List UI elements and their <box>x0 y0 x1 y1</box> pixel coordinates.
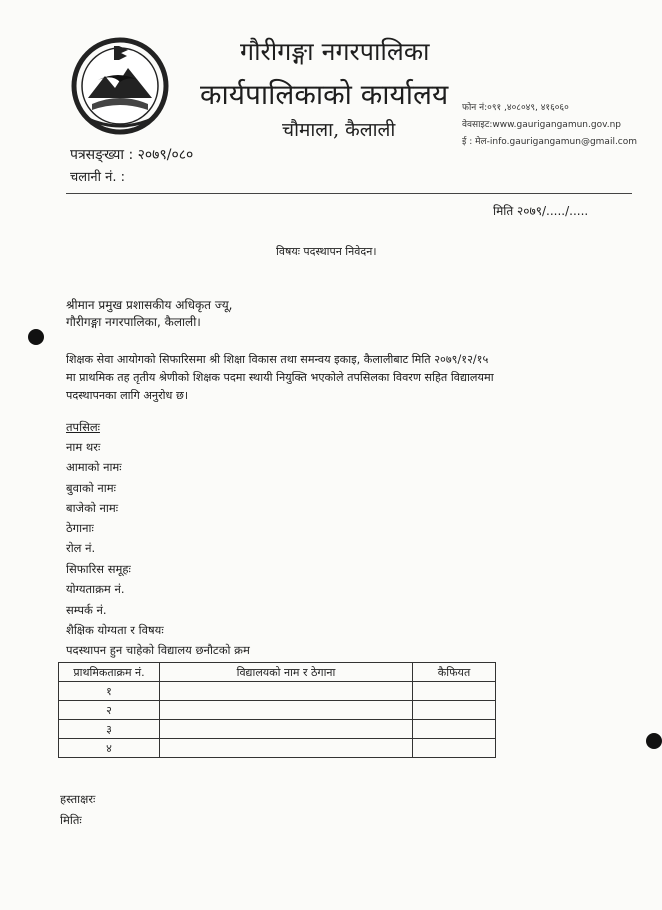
field-merit-label: योग्यताक्रम नं. <box>66 582 125 596</box>
addressee-line-2: गौरीगङ्गा नगरपालिका, कैलाली। <box>66 315 201 329</box>
priority-number: ३ <box>59 720 160 739</box>
field-contact-label: सम्पर्क नं. <box>66 603 107 617</box>
table-row <box>59 720 496 739</box>
priority-number: ४ <box>59 739 160 758</box>
signature-label: हस्ताक्षरः <box>60 792 96 806</box>
header-divider <box>66 193 632 194</box>
contact-phone: फोन नं:०९१ ,४०८०४९, ४१६०६० <box>462 103 569 113</box>
school-cell <box>160 682 413 701</box>
field-father-label: बुवाको नामः <box>66 481 116 495</box>
addressee-line-1: श्रीमान प्रमुख प्रशासकीय अधिकृत ज्यू, <box>66 298 233 312</box>
field-grandfather-label: बाजेको नामः <box>66 501 119 515</box>
letter-number: पत्रसङ्ख्या : २०७९/०८० <box>70 147 194 163</box>
punch-hole-mark <box>646 733 662 749</box>
office-title: कार्यपालिकाको कार्यालय <box>200 78 449 111</box>
subject-line: विषयः पदस्थापन निवेदन। <box>276 245 377 258</box>
field-qualification-label: शैक्षिक योग्यता र विषयः <box>66 623 164 637</box>
office-name: गौरीगङ्गा नगरपालिका <box>240 37 430 66</box>
table-header-row <box>59 663 496 682</box>
field-group-label: सिफारिस समूहः <box>66 562 131 576</box>
header-remarks: कैफियत <box>413 663 496 682</box>
punch-hole-mark <box>28 329 44 345</box>
dispatch-number: चलानी नं. : <box>70 170 126 185</box>
field-address-label: ठेगानाः <box>66 521 94 535</box>
table-row <box>59 682 496 701</box>
contact-website: वेवसाइट:www.gaurigangamun.gov.np <box>462 120 621 130</box>
school-cell <box>160 739 413 758</box>
nepal-government-emblem-icon <box>70 36 170 136</box>
signature-date-label: मितिः <box>60 813 82 827</box>
body-text-line: शिक्षक सेवा आयोगको सिफारिसमा श्री शिक्षा विकास तथा समन्वय इकाइ, कैलालीबाट मिति २०७९/१२/१५ <box>66 353 489 366</box>
school-cell <box>160 720 413 739</box>
remarks-cell <box>413 682 496 701</box>
priority-number: १ <box>59 682 160 701</box>
details-heading: तपसिलः <box>66 420 100 434</box>
remarks-cell <box>413 739 496 758</box>
remarks-cell <box>413 701 496 720</box>
header-priority: प्राथमिकताक्रम नं. <box>59 663 160 682</box>
table-row <box>59 701 496 720</box>
body-text-line: मा प्राथमिक तह तृतीय श्रेणीको शिक्षक पदमा स्थायी नियुक्ति भएकोले तपसिलका विवरण सहित विद्यालयमा <box>66 371 494 384</box>
office-location: चौमाला, कैलाली <box>282 119 396 141</box>
body-text-line: पदस्थापनका लागि अनुरोध छ। <box>66 389 189 402</box>
field-name-label: नाम थरः <box>66 440 101 454</box>
field-mother-label: आमाको नामः <box>66 460 122 474</box>
remarks-cell <box>413 720 496 739</box>
school-choice-heading: पदस्थापन हुन चाहेको विद्यालय छनौटको क्रम <box>66 643 250 657</box>
school-cell <box>160 701 413 720</box>
header-school: विद्यालयको नाम र ठेगाना <box>160 663 413 682</box>
field-roll-label: रोल नं. <box>66 541 96 555</box>
contact-email: ई : मेल-info.gaurigangamun@gmail.com <box>462 137 638 147</box>
school-choice-table <box>58 662 496 758</box>
letter-date: मिति २०७९/...../..... <box>493 204 589 218</box>
priority-number: २ <box>59 701 160 720</box>
table-row <box>59 739 496 758</box>
